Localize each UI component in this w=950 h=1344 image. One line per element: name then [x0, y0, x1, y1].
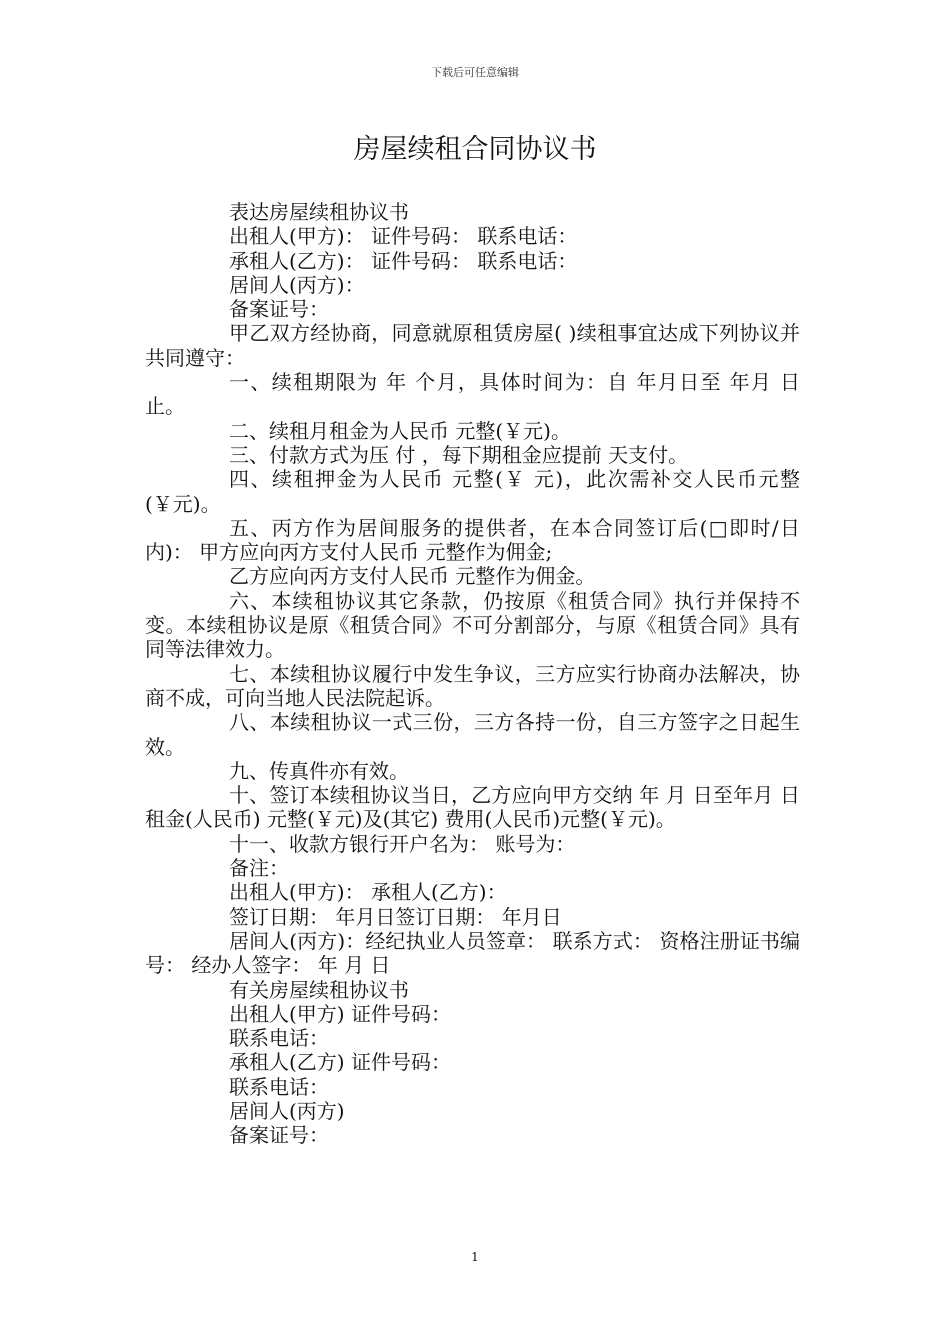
body-paragraph: 五、丙方作为居间服务的提供者，在本合同签订后(□即时/日内)： 甲方应向丙方支付人民币 元整作为佣金;: [145, 515, 800, 565]
body-paragraph: 乙方应向丙方支付人民币 元整作为佣金。: [229, 564, 596, 589]
body-paragraph: 出租人(甲方)： 承租人(乙方)：: [229, 880, 507, 905]
body-paragraph: 出租人(甲方)： 证件号码： 联系电话：: [229, 224, 578, 249]
body-paragraph: 一、续租期限为 年 个月，具体时间为：自 年月日至 年月 日止。: [145, 370, 800, 419]
document-body: [145, 200, 800, 1148]
page-number: 1: [471, 1250, 479, 1264]
body-paragraph: 居间人(丙方): [229, 1098, 345, 1123]
body-paragraph: 承租人(乙方)： 证件号码： 联系电话：: [229, 248, 578, 273]
body-paragraph: 出租人(甲方) 证件号码：: [229, 1001, 451, 1026]
body-paragraph: 签订日期： 年月日签订日期： 年月日: [229, 904, 562, 929]
body-paragraph: 备注：: [229, 856, 289, 881]
body-paragraph: 四、续租押金为人民币 元整(￥ 元)，此次需补交人民币元整(￥元)。: [145, 467, 800, 516]
body-paragraph: 二、续租月租金为人民币 元整(￥元)。: [229, 418, 571, 443]
body-paragraph: 有关房屋续租协议书: [229, 977, 409, 1002]
body-paragraph: 甲乙双方经协商，同意就原租赁房屋( )续租事宜达成下列协议并共同遵守：: [145, 321, 800, 370]
body-paragraph: 备案证号：: [229, 1123, 329, 1148]
page-header-note: 下载后可任意编辑: [431, 66, 519, 79]
body-paragraph: 十、签订本续租协议当日，乙方应向甲方交纳 年 月 日至年月 日租金(人民币) 元整(￥元)及(其它) 费用(人民币)元整(￥元)。: [145, 783, 800, 832]
body-paragraph: 六、本续租协议其它条款，仍按原《租赁合同》执行并保持不变。本续租协议是原《租赁合同》不可分割部分，与原《租赁合同》具有同等法律效力。: [145, 588, 800, 662]
body-paragraph: 居间人(丙方)：经纪执业人员签章： 联系方式： 资格注册证书编号： 经办人签字： 年 月 日: [145, 928, 800, 978]
body-paragraph: 十一、收款方银行开户名为： 账号为：: [229, 831, 576, 856]
body-paragraph: 表达房屋续租协议书: [229, 200, 409, 224]
body-paragraph: 三、付款方式为压 付 ，每下期租金应提前 天支付。: [229, 442, 689, 467]
body-paragraph: 八、本续租协议一式三份，三方各持一份，自三方签字之日起生效。: [145, 710, 800, 759]
document-title: 房屋续租合同协议书: [353, 134, 597, 165]
body-paragraph: 七、本续租协议履行中发生争议，三方应实行协商办法解决，协商不成，可向当地人民法院起诉。: [145, 661, 800, 710]
body-paragraph: 居间人(丙方)：: [229, 272, 365, 297]
body-paragraph: 承租人(乙方) 证件号码：: [229, 1050, 451, 1075]
body-paragraph: 联系电话：: [229, 1026, 329, 1051]
body-paragraph: 联系电话：: [229, 1074, 329, 1099]
body-paragraph: 备案证号：: [229, 297, 329, 322]
body-paragraph: 九、传真件亦有效。: [229, 758, 409, 783]
